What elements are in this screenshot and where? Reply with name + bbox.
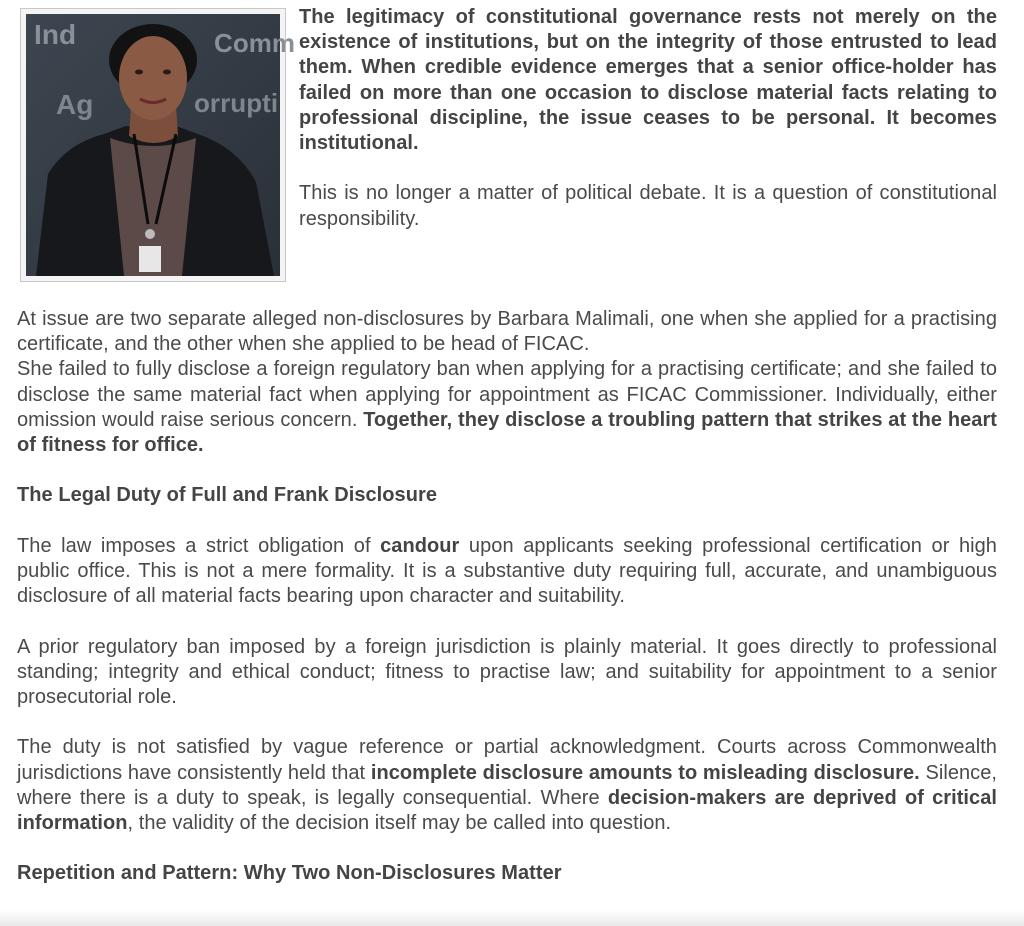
portrait-photo-icon [26,14,296,276]
failed-bold: Together, they disclose a troubling pattern that strikes at the heart of fitness for office. [17,408,998,457]
s1p1-bold: candour [380,534,460,557]
issue-paragraph: At issue are two separate alleged non-disclosures by Barbara Malimali, one when she applied for a practising certificate, and the other when she applied to be head of FICAC. [17,308,997,356]
s1p3-c: , the validity of the decision itself may be called into question. [127,812,672,834]
failed-text: She failed to fully disclose a foreign regulatory ban when applying for a practising certificate; and she failed to disclose the same material fact when applying for appointment as FICAC Commissioner. Individually, either omission would raise serious concern. [17,358,997,431]
intro-bold-text: The legitimacy of constitutional governance rests not merely on the existence of institutions, but on the integrity of those entrusted to lead them. When credible evidence emerges that a senior office-holder has failed on more than one occasion to disclose material facts relating to professional discipline, the issue ceases to be personal. It becomes institutional. [299,6,997,155]
s1p3-bold1: incomplete disclosure amounts to misleading disclosure. [370,761,920,784]
sign-text-4: orrupti [194,88,279,118]
section2-heading: Repetition and Pattern: Why Two Non-Disclosures Matter [17,862,562,885]
sign-text-2: Comm [214,28,296,58]
portrait-photo [20,8,296,282]
failed-paragraph [17,357,997,458]
article-body [17,5,997,912]
s1p1-a: The law imposes a strict obligation of [17,534,381,557]
intro-second-paragraph: This is no longer a matter of political debate. It is a question of constitutional responsibility. [299,182,997,230]
section1-paragraph-2: A prior regulatory ban imposed by a foreign jurisdiction is plainly material. It goes directly to professional standing; integrity and ethical conduct; fitness to practise law; and suitability for appointment to a senior prosecutorial role. [17,635,997,708]
section1-paragraph-1 [17,534,997,610]
sign-text-3: Ag [56,89,94,120]
section1-heading: The Legal Duty of Full and Frank Disclosure [17,484,437,507]
s1p1-b: upon applicants seeking professional certification or high public office. This is not a mere formality. It is a substantive duty requiring full, accurate, and unambiguous disclosure of all material facts bearing upon character and suitability. [17,534,997,608]
s1p3-b: Silence, where there is a duty to speak, is legally consequential. Where [17,761,997,809]
section1-paragraph-3 [17,735,997,836]
bottom-fade [0,910,1024,926]
sign-text-1: Ind [34,19,77,50]
s1p3-a: The duty is not satisfied by vague reference or partial acknowledgment. Courts across Commonwealth jurisdictions have consistently held that [17,736,997,784]
s1p3-bold2: decision-makers are deprived of critical information [17,786,997,834]
